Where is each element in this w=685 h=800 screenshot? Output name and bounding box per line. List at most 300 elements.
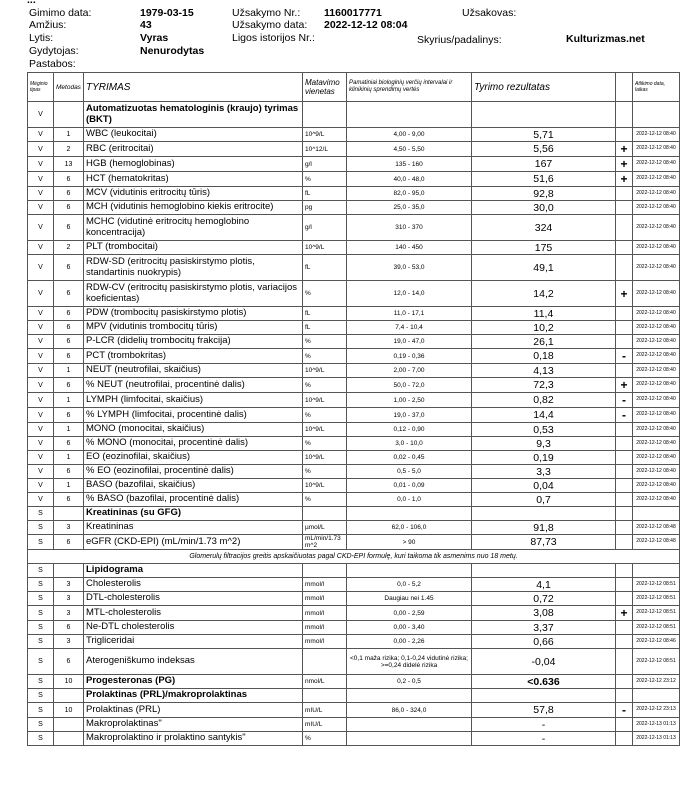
done-date-cell: 2022-12-12 08:40 xyxy=(633,215,680,241)
gfr-note: Glomerulų filtracijos greitis apskaičiuotas pagal CKD-EPI formulę, kuri taikoma tik asmenims nuo 18 metų. xyxy=(28,550,680,564)
method-cell: 1 xyxy=(54,364,84,378)
table-row xyxy=(28,215,680,241)
unit-cell: % xyxy=(303,172,347,187)
flag-cell xyxy=(616,649,633,675)
done-date-cell xyxy=(633,689,680,703)
sample-type-cell: S xyxy=(28,703,54,718)
flag-cell xyxy=(616,564,633,578)
table-row xyxy=(28,241,680,255)
table-row xyxy=(28,364,680,378)
test-name-cell: Automatizuotas hematologinis (kraujo) tyrimas (BKT) xyxy=(84,102,303,128)
test-name-cell: MTL-cholesterolis xyxy=(84,606,303,621)
test-name-cell: P-LCR (didelių trombocitų frakcija) xyxy=(84,335,303,349)
done-date-cell: 2022-12-12 08:40 xyxy=(633,307,680,321)
table-row xyxy=(28,493,680,507)
sample-type-cell: S xyxy=(28,635,54,649)
sample-type-cell: S xyxy=(28,578,54,592)
unit-cell: % xyxy=(303,465,347,479)
method-cell: 1 xyxy=(54,128,84,142)
reference-cell: 86,0 - 324,0 xyxy=(347,703,472,718)
unit-cell xyxy=(303,102,347,128)
table-note-row xyxy=(28,550,680,564)
done-date-cell: 2022-12-12 08:40 xyxy=(633,255,680,281)
test-name-cell: Prolaktinas (PRL)/makroprolaktinas xyxy=(84,689,303,703)
sample-type-cell: V xyxy=(28,393,54,408)
flag-cell xyxy=(616,507,633,521)
done-date-cell: 2022-12-12 08:40 xyxy=(633,378,680,393)
result-cell: 0,72 xyxy=(472,592,616,606)
col-sample-type: Mėginio tipas xyxy=(28,73,54,102)
sample-type-cell: V xyxy=(28,493,54,507)
sample-type-cell: V xyxy=(28,241,54,255)
sample-type-cell: V xyxy=(28,142,54,157)
reference-cell: Daugiau nei 1.45 xyxy=(347,592,472,606)
table-row xyxy=(28,321,680,335)
test-name-cell: Kreatininas (su GFG) xyxy=(84,507,303,521)
result-cell: 87,73 xyxy=(472,535,616,550)
table-row xyxy=(28,521,680,535)
result-cell: 0,04 xyxy=(472,479,616,493)
result-cell: 0,7 xyxy=(472,493,616,507)
test-name-cell: % BASO (bazofilai, procentinė dalis) xyxy=(84,493,303,507)
col-reference: Pamatiniai biologinių verčių intervalai ir klinikinių sprendimų vertės xyxy=(347,73,472,102)
flag-cell xyxy=(616,621,633,635)
unit-cell: 10^9/L xyxy=(303,479,347,493)
result-cell: 26,1 xyxy=(472,335,616,349)
unit-cell: 10^9/L xyxy=(303,451,347,465)
method-cell xyxy=(54,689,84,703)
reference-cell: 0,0 - 5,2 xyxy=(347,578,472,592)
reference-cell xyxy=(347,689,472,703)
sample-type-cell: S xyxy=(28,718,54,732)
flag-cell xyxy=(616,321,633,335)
table-row xyxy=(28,281,680,307)
flag-cell xyxy=(616,423,633,437)
done-date-cell: 2022-12-12 08:40 xyxy=(633,321,680,335)
table-row xyxy=(28,732,680,746)
done-date-cell: 2022-12-12 08:40 xyxy=(633,364,680,378)
test-name-cell: NEUT (neutrofilai, skaičius) xyxy=(84,364,303,378)
flag-cell xyxy=(616,479,633,493)
test-name-cell: Makroprolaktino ir prolaktino santykis" xyxy=(84,732,303,746)
done-date-cell: 2022-12-12 08:40 xyxy=(633,423,680,437)
department-label: Skyrius/padalinys: xyxy=(417,34,502,46)
result-cell: 3,08 xyxy=(472,606,616,621)
done-date-cell: 2022-12-12 08:51 xyxy=(633,578,680,592)
flag-cell xyxy=(616,578,633,592)
results-table xyxy=(27,72,680,746)
done-date-cell: 2022-12-12 08:40 xyxy=(633,493,680,507)
method-cell: 6 xyxy=(54,378,84,393)
result-cell: 0,66 xyxy=(472,635,616,649)
flag-cell xyxy=(616,535,633,550)
done-date-cell: 2022-12-12 08:40 xyxy=(633,128,680,142)
unit-cell: % xyxy=(303,437,347,451)
sample-type-cell: S xyxy=(28,592,54,606)
unit-cell: 10^9/L xyxy=(303,393,347,408)
done-date-cell: 2022-12-12 08:40 xyxy=(633,479,680,493)
test-name-cell: MCH (vidutinis hemoglobino kiekis eritrocite) xyxy=(84,201,303,215)
method-cell: 3 xyxy=(54,521,84,535)
result-cell: 30,0 xyxy=(472,201,616,215)
table-header-row xyxy=(28,73,680,102)
orderer-label: Užsakovas: xyxy=(462,7,517,19)
reference-cell: 0,0 - 1,0 xyxy=(347,493,472,507)
history-number-label: Ligos istorijos Nr.: xyxy=(232,32,315,44)
test-name-cell: HCT (hematokritas) xyxy=(84,172,303,187)
sample-type-cell: S xyxy=(28,732,54,746)
sample-type-cell: V xyxy=(28,102,54,128)
sample-type-cell: V xyxy=(28,408,54,423)
reference-cell: 50,0 - 72,0 xyxy=(347,378,472,393)
birth-date-value: 1979-03-15 xyxy=(140,7,194,19)
test-name-cell: RBC (eritrocitai) xyxy=(84,142,303,157)
done-date-cell: 2022-12-13 01:13 xyxy=(633,718,680,732)
reference-cell: 4,00 - 9,00 xyxy=(347,128,472,142)
result-cell: 0,18 xyxy=(472,349,616,364)
flag-cell: - xyxy=(616,408,633,423)
result-cell xyxy=(472,102,616,128)
result-cell: - xyxy=(472,732,616,746)
reference-cell: 0,19 - 0,36 xyxy=(347,349,472,364)
result-cell: 0,82 xyxy=(472,393,616,408)
test-name-cell: Trigliceridai xyxy=(84,635,303,649)
result-cell: 4,13 xyxy=(472,364,616,378)
result-cell: 5,71 xyxy=(472,128,616,142)
done-date-cell: 2022-12-12 08:48 xyxy=(633,521,680,535)
done-date-cell xyxy=(633,564,680,578)
sample-type-cell: V xyxy=(28,451,54,465)
unit-cell: % xyxy=(303,732,347,746)
result-cell: 5,56 xyxy=(472,142,616,157)
reference-cell: 19,0 - 47,0 xyxy=(347,335,472,349)
test-name-cell: Makroprolaktinas" xyxy=(84,718,303,732)
table-row xyxy=(28,437,680,451)
table-row xyxy=(28,451,680,465)
flag-cell xyxy=(616,592,633,606)
col-test: TYRIMAS xyxy=(84,73,303,102)
unit-cell: mmol/l xyxy=(303,606,347,621)
flag-cell xyxy=(616,493,633,507)
test-name-cell: HGB (hemoglobinas) xyxy=(84,157,303,172)
test-name-cell: eGFR (CKD-EPI) (mL/min/1.73 m^2) xyxy=(84,535,303,550)
result-cell: 92,8 xyxy=(472,187,616,201)
test-name-cell: Kreatininas xyxy=(84,521,303,535)
table-row xyxy=(28,635,680,649)
done-date-cell: 2022-12-12 08:40 xyxy=(633,408,680,423)
flag-cell: + xyxy=(616,142,633,157)
result-cell: - xyxy=(472,718,616,732)
flag-cell: + xyxy=(616,172,633,187)
reference-cell: 0,00 - 2,59 xyxy=(347,606,472,621)
reference-cell: 19,0 - 37,0 xyxy=(347,408,472,423)
method-cell: 6 xyxy=(54,172,84,187)
table-row xyxy=(28,128,680,142)
method-cell: 6 xyxy=(54,215,84,241)
unit-cell: pg xyxy=(303,201,347,215)
reference-cell: 12,0 - 14,0 xyxy=(347,281,472,307)
flag-cell xyxy=(616,128,633,142)
sample-type-cell: S xyxy=(28,606,54,621)
reference-cell: 39,0 - 53,0 xyxy=(347,255,472,281)
result-cell: 175 xyxy=(472,241,616,255)
reference-cell: 82,0 - 95,0 xyxy=(347,187,472,201)
sample-type-cell: S xyxy=(28,689,54,703)
reference-cell: 310 - 370 xyxy=(347,215,472,241)
flag-cell xyxy=(616,675,633,689)
unit-cell: mmol/l xyxy=(303,635,347,649)
done-date-cell: 2022-12-12 08:51 xyxy=(633,621,680,635)
flag-cell xyxy=(616,241,633,255)
results-body xyxy=(28,102,680,746)
unit-cell: 10^9/L xyxy=(303,423,347,437)
sample-type-cell: V xyxy=(28,307,54,321)
unit-cell: % xyxy=(303,493,347,507)
table-row xyxy=(28,578,680,592)
unit-cell: 10^9/L xyxy=(303,241,347,255)
test-name-cell: PLT (trombocitai) xyxy=(84,241,303,255)
sample-type-cell: V xyxy=(28,281,54,307)
sample-type-cell: V xyxy=(28,187,54,201)
result-cell: <0.636 xyxy=(472,675,616,689)
method-cell: 6 xyxy=(54,493,84,507)
method-cell: 6 xyxy=(54,187,84,201)
table-row xyxy=(28,479,680,493)
unit-cell: mmol/l xyxy=(303,578,347,592)
sample-type-cell: V xyxy=(28,172,54,187)
table-row xyxy=(28,172,680,187)
table-row xyxy=(28,621,680,635)
table-row xyxy=(28,157,680,172)
sample-type-cell: S xyxy=(28,675,54,689)
unit-cell: % xyxy=(303,335,347,349)
done-date-cell: 2022-12-12 08:40 xyxy=(633,335,680,349)
table-row xyxy=(28,335,680,349)
result-cell: 11,4 xyxy=(472,307,616,321)
unit-cell: mmol/l xyxy=(303,592,347,606)
order-number-value: 1160017771 xyxy=(324,7,382,19)
unit-cell: fL xyxy=(303,187,347,201)
flag-cell xyxy=(616,689,633,703)
unit-cell: µmol/L xyxy=(303,521,347,535)
done-date-cell: 2022-12-12 08:51 xyxy=(633,649,680,675)
done-date-cell: 2022-12-12 08:40 xyxy=(633,349,680,364)
reference-cell: 0,00 - 2,26 xyxy=(347,635,472,649)
table-row xyxy=(28,465,680,479)
flag-cell: + xyxy=(616,606,633,621)
reference-cell: 0,5 - 5,0 xyxy=(347,465,472,479)
done-date-cell: 2022-12-12 08:40 xyxy=(633,465,680,479)
method-cell: 2 xyxy=(54,241,84,255)
notes-label: Pastabos: xyxy=(29,58,76,70)
flag-cell xyxy=(616,102,633,128)
method-cell: 1 xyxy=(54,423,84,437)
unit-cell: nmol/L xyxy=(303,675,347,689)
method-cell xyxy=(54,732,84,746)
test-name-cell: % MONO (monocitai, procentinė dalis) xyxy=(84,437,303,451)
method-cell: 10 xyxy=(54,703,84,718)
done-date-cell: 2022-12-12 08:40 xyxy=(633,157,680,172)
col-done: Atlikimo data, laikas xyxy=(633,73,680,102)
sample-type-cell: V xyxy=(28,201,54,215)
method-cell: 6 xyxy=(54,201,84,215)
table-group-row xyxy=(28,564,680,578)
sample-type-cell: V xyxy=(28,349,54,364)
test-name-cell: Cholesterolis xyxy=(84,578,303,592)
table-row xyxy=(28,649,680,675)
reference-cell: 0,2 - 0,5 xyxy=(347,675,472,689)
unit-cell: % xyxy=(303,349,347,364)
done-date-cell: 2022-12-12 08:40 xyxy=(633,241,680,255)
done-date-cell: 2022-12-12 08:40 xyxy=(633,172,680,187)
method-cell: 1 xyxy=(54,479,84,493)
flag-cell xyxy=(616,451,633,465)
method-cell xyxy=(54,564,84,578)
table-row xyxy=(28,378,680,393)
result-cell: 51,6 xyxy=(472,172,616,187)
sample-type-cell: V xyxy=(28,423,54,437)
flag-cell: + xyxy=(616,281,633,307)
flag-cell xyxy=(616,201,633,215)
test-name-cell: Ne-DTL cholesterolis xyxy=(84,621,303,635)
method-cell xyxy=(54,102,84,128)
result-cell: 10,2 xyxy=(472,321,616,335)
result-cell xyxy=(472,507,616,521)
done-date-cell: 2022-12-12 08:51 xyxy=(633,606,680,621)
table-row xyxy=(28,142,680,157)
method-cell: 6 xyxy=(54,281,84,307)
flag-cell: - xyxy=(616,393,633,408)
table-row xyxy=(28,718,680,732)
reference-cell: 2,00 - 7,00 xyxy=(347,364,472,378)
order-date-label: Užsakymo data: xyxy=(232,19,308,31)
reference-cell: 62,0 - 106,0 xyxy=(347,521,472,535)
unit-cell xyxy=(303,649,347,675)
reference-cell: > 90 xyxy=(347,535,472,550)
method-cell: 13 xyxy=(54,157,84,172)
result-cell: -0,04 xyxy=(472,649,616,675)
done-date-cell: 2022-12-12 08:40 xyxy=(633,451,680,465)
reference-cell: 4,50 - 5,50 xyxy=(347,142,472,157)
table-row xyxy=(28,675,680,689)
flag-cell xyxy=(616,215,633,241)
method-cell xyxy=(54,507,84,521)
reference-cell: 135 - 160 xyxy=(347,157,472,172)
result-cell xyxy=(472,564,616,578)
flag-cell xyxy=(616,521,633,535)
method-cell xyxy=(54,718,84,732)
method-cell: 6 xyxy=(54,621,84,635)
method-cell: 2 xyxy=(54,142,84,157)
method-cell: 3 xyxy=(54,592,84,606)
done-date-cell xyxy=(633,507,680,521)
sample-type-cell: S xyxy=(28,649,54,675)
result-cell: 14,2 xyxy=(472,281,616,307)
test-name-cell: LYMPH (limfocitai, skaičius) xyxy=(84,393,303,408)
table-row xyxy=(28,423,680,437)
col-unit: Matavimo vienetas xyxy=(303,73,347,102)
reference-cell xyxy=(347,718,472,732)
table-row xyxy=(28,703,680,718)
method-cell: 3 xyxy=(54,606,84,621)
reference-cell: 0,12 - 0,90 xyxy=(347,423,472,437)
result-cell xyxy=(472,689,616,703)
test-name-cell: Lipidograma xyxy=(84,564,303,578)
done-date-cell: 2022-12-12 08:40 xyxy=(633,281,680,307)
department-value: Kulturizmas.net xyxy=(566,33,645,45)
done-date-cell: 2022-12-12 23:12 xyxy=(633,675,680,689)
reference-cell: 11,0 - 17,1 xyxy=(347,307,472,321)
done-date-cell: 2022-12-12 08:40 xyxy=(633,142,680,157)
flag-cell: - xyxy=(616,703,633,718)
col-method: Metodas xyxy=(54,73,84,102)
table-row xyxy=(28,592,680,606)
test-name-cell: PCT (trombokritas) xyxy=(84,349,303,364)
order-number-label: Užsakymo Nr.: xyxy=(232,7,301,19)
gender-label: Lytis: xyxy=(29,32,54,44)
result-cell: 0,19 xyxy=(472,451,616,465)
method-cell: 1 xyxy=(54,451,84,465)
unit-cell: mIU/L xyxy=(303,703,347,718)
test-name-cell: RDW-SD (eritrocitų pasiskirstymo plotis, standartinis nuokrypis) xyxy=(84,255,303,281)
test-name-cell: MCV (vidutinis eritrocitų tūris) xyxy=(84,187,303,201)
test-name-cell: MPV (vidutinis trombocitų tūris) xyxy=(84,321,303,335)
reference-cell: <0,1 maža rizika; 0,1-0,24 vidutinė rizika; >=0,24 didelė rizika xyxy=(347,649,472,675)
method-cell: 6 xyxy=(54,408,84,423)
method-cell: 10 xyxy=(54,675,84,689)
sample-type-cell: S xyxy=(28,521,54,535)
age-label: Amžius: xyxy=(29,19,67,31)
done-date-cell: 2022-12-13 01:13 xyxy=(633,732,680,746)
table-group-row xyxy=(28,102,680,128)
unit-cell xyxy=(303,689,347,703)
flag-cell xyxy=(616,437,633,451)
method-cell: 1 xyxy=(54,393,84,408)
unit-cell: mIU/L xyxy=(303,718,347,732)
unit-cell: g/l xyxy=(303,157,347,172)
method-cell: 3 xyxy=(54,635,84,649)
done-date-cell: 2022-12-12 23:13 xyxy=(633,703,680,718)
unit-cell: % xyxy=(303,378,347,393)
result-cell: 0,53 xyxy=(472,423,616,437)
header-top-line: ... xyxy=(27,0,36,6)
sample-type-cell: V xyxy=(28,157,54,172)
sample-type-cell: V xyxy=(28,215,54,241)
test-name-cell: EO (eozinofilai, skaičius) xyxy=(84,451,303,465)
flag-cell: - xyxy=(616,349,633,364)
sample-type-cell: V xyxy=(28,335,54,349)
col-flag xyxy=(616,73,633,102)
method-cell: 6 xyxy=(54,335,84,349)
test-name-cell: RDW-CV (eritrocitų pasiskirstymo plotis, variacijos koeficientas) xyxy=(84,281,303,307)
table-row xyxy=(28,606,680,621)
sample-type-cell: V xyxy=(28,364,54,378)
reference-cell: 0,01 - 0,09 xyxy=(347,479,472,493)
method-cell: 6 xyxy=(54,307,84,321)
flag-cell xyxy=(616,364,633,378)
order-date-value: 2022-12-12 08:04 xyxy=(324,19,408,31)
reference-cell: 3,0 - 10,0 xyxy=(347,437,472,451)
table-row xyxy=(28,201,680,215)
reference-cell: 140 - 450 xyxy=(347,241,472,255)
method-cell: 6 xyxy=(54,535,84,550)
result-cell: 3,3 xyxy=(472,465,616,479)
sample-type-cell: V xyxy=(28,378,54,393)
flag-cell xyxy=(616,718,633,732)
reference-cell xyxy=(347,564,472,578)
reference-cell: 7,4 - 10,4 xyxy=(347,321,472,335)
table-group-row xyxy=(28,689,680,703)
